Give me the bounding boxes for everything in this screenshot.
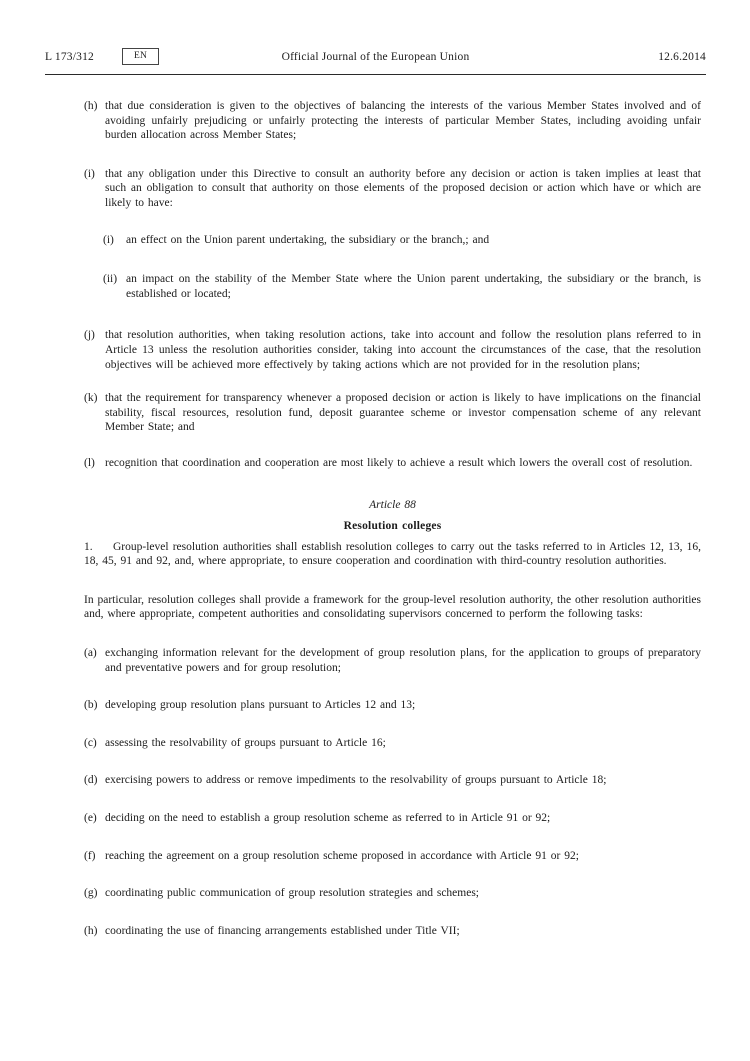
task-item-text: deciding on the need to establish a group resolution scheme as referred to in Article 91 or 92; [105,812,551,825]
document-body [84,99,701,938]
task-item-text: assessing the resolvability of groups pursuant to Article 16; [105,736,386,749]
list-item-label: (j) [84,329,95,342]
header-left [45,48,282,65]
sub-item-text: an effect on the Union parent undertaking, the subsidiary or the branch,; and [126,233,490,246]
task-item-label: (c) [84,736,97,749]
article-title: Resolution colleges [343,520,442,533]
sub-list-item-ii [103,272,701,301]
task-item-text: coordinating the use of financing arrangements established under Title VII; [105,924,460,937]
task-item-d [84,773,701,788]
list-item-k [84,391,701,435]
task-item-label: (e) [84,812,97,825]
sub-list-item-i [103,233,701,248]
language-badge: EN [122,48,159,65]
paragraph-text: Group-level resolution authorities shall establish resolution colleges to carry out the tasks referred to in Articles 12, 13, 16, 18, 45, 91 and 92, and, where appropriate, to ensure cooperation and coordination with third-country resolution authorities. [84,540,701,568]
list-item-h [84,99,701,143]
task-item-text: reaching the agreement on a group resolution scheme proposed in accordance with Article 91 or 92; [105,849,579,862]
list-item-text: that the requirement for transparency whenever a proposed decision or action is likely to have implications on the financial stability, fiscal resources, resolution fund, deposit guarantee scheme or investor compensation scheme of any relevant Member State; and [105,392,701,434]
task-item-b [84,698,701,713]
task-item-text: exercising powers to address or remove impediments to the resolvability of groups pursuant to Article 18; [105,774,607,787]
sub-item-label: (i) [103,233,114,246]
list-item-label: (h) [84,100,98,112]
list-item-text: that due consideration is given to the objectives of balancing the interests of the various Member States involved and of avoiding unfairly prejudicing or unfairly protecting the interests of particular Member States, including avoiding unfair burden allocation across Member States; [105,100,701,142]
list-item-label: (k) [84,392,98,405]
task-item-g [84,886,701,901]
header-date: 12.6.2014 [658,50,706,63]
paragraph-1 [84,540,701,569]
task-item-label: (f) [84,849,96,862]
task-item-a [84,646,701,675]
task-item-label: (g) [84,887,98,900]
sub-item-label: (ii) [103,273,118,286]
page-reference: L 173/312 [45,50,94,63]
list-item-label: (i) [84,167,95,180]
list-item-l [84,456,701,471]
list-item-i [84,167,701,211]
task-item-label: (b) [84,699,98,712]
task-item-f [84,849,701,864]
journal-title: Official Journal of the European Union [281,50,470,63]
page-header [45,48,706,65]
paragraph-2: In particular, resolution colleges shall provide a framework for the group-level resolution authority, the other resolution authorities and, where appropriate, competent authorities and consolidating supervisors concerned to perform the following tasks: [84,593,701,621]
list-item-text: that resolution authorities, when taking resolution actions, take into account and follow the resolution plans referred to in Article 13 unless the resolution authorities consider, taking into account the circumstances of the case, that the resolution objectives will be achieved more effectively by taking actions which are not provided for in the resolution plans; [105,329,701,371]
list-item-text: that any obligation under this Directive to consult an authority before any decision or action is taken implies at least that such an obligation to consult that authority on those elements of the proposed decision or action which have or which are likely to have: [105,167,701,209]
list-item-label: (l) [84,456,95,469]
list-item-j [84,328,701,372]
task-item-text: exchanging information relevant for the development of group resolution plans, for the application to groups of preparatory and preventative powers and for group resolution; [105,647,701,674]
task-item-label: (a) [84,647,97,660]
article-number: Article 88 [369,498,416,511]
list-item-text: recognition that coordination and cooperation are most likely to achieve a result which lowers the overall cost of resolution. [105,456,693,469]
task-item-text: developing group resolution plans pursuant to Articles 12 and 13; [105,699,416,712]
task-item-c [84,736,701,751]
sub-item-text: an impact on the stability of the Member State where the Union parent undertaking, the subsidiary or the branch, is established or located; [126,273,701,300]
header-divider [45,74,706,75]
task-item-label: (h) [84,924,98,937]
task-item-text: coordinating public communication of group resolution strategies and schemes; [105,887,479,900]
task-item-h [84,924,701,939]
task-item-e [84,811,701,826]
paragraph-number: 1. [84,540,93,553]
sub-list [103,233,701,302]
task-item-label: (d) [84,774,98,787]
